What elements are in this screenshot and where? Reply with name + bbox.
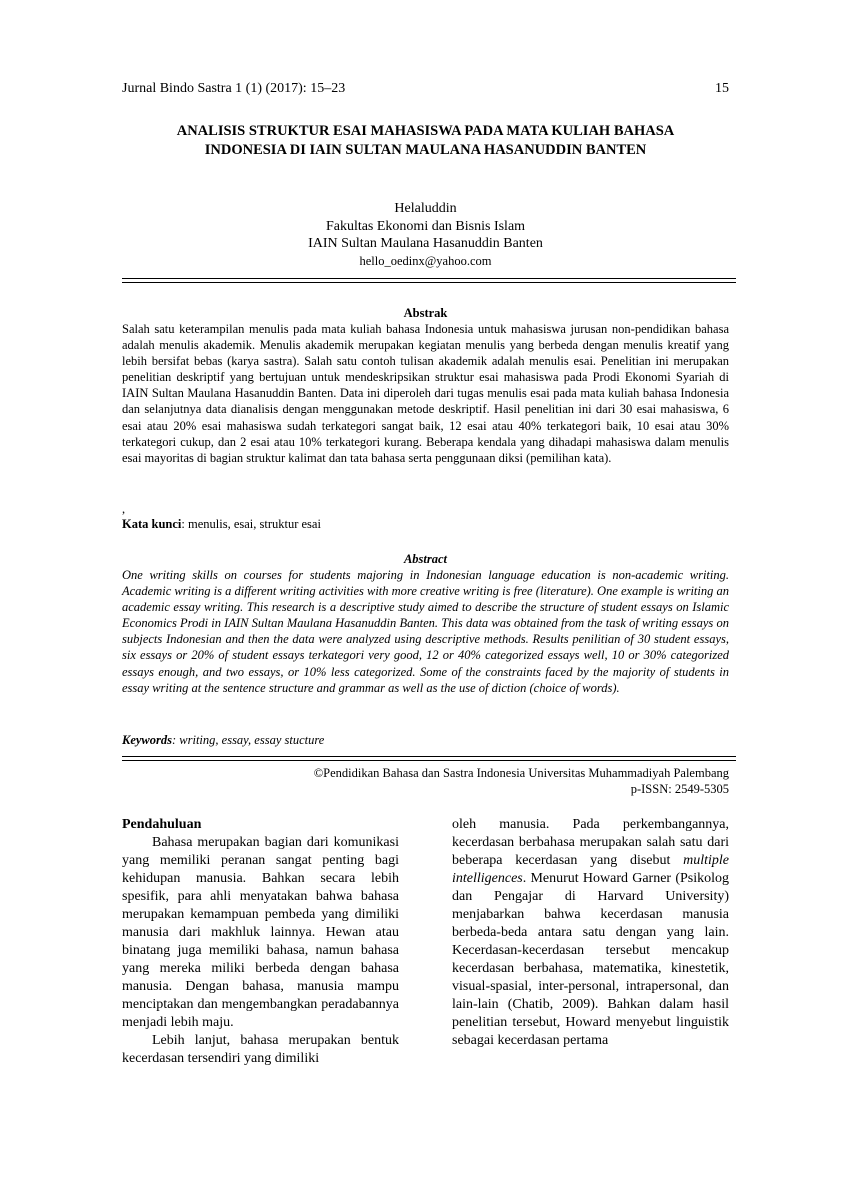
copyright-line: ©Pendidikan Bahasa dan Sastra Indonesia Universitas Muhammadiyah Palembang	[313, 766, 729, 780]
keywords	[122, 732, 324, 748]
issn: p-ISSN: 2549-5305	[630, 782, 729, 796]
page-number: 15	[715, 81, 729, 96]
author-block	[122, 200, 729, 270]
body-column-left	[122, 816, 399, 1068]
italic-term: multiple intelligences	[452, 853, 729, 886]
kata-kunci	[122, 516, 321, 532]
author-name: Helaluddin	[394, 201, 457, 216]
abstrak-heading: Abstrak	[403, 306, 448, 320]
section-heading: Pendahuluan	[122, 817, 202, 832]
title-line-2: INDONESIA DI IAIN SULTAN MAULANA HASANUDDIN BANTEN	[204, 142, 647, 158]
keywords-label: Keywords	[122, 733, 172, 747]
stray-comma: ,	[122, 502, 126, 516]
copyright	[122, 765, 729, 797]
author-institution: IAIN Sultan Maulana Hasanuddin Banten	[308, 236, 543, 251]
paper-title	[122, 122, 729, 160]
bottom-divider	[122, 756, 736, 761]
body-paragraph: Bahasa merupakan bagian dari komunikasi yang memiliki peranan sangat penting bagi kehidupan manusia. Bahkan secara lebih spesifik, para ahli menyatakan bahwa bahasa merupakan kemampuan pembeda yang dimiliki manusia dari makhluk lainnya. Hewan atau binatang juga memiliki bahasa, namun bahasa yang mereka miliki berbeda dengan bahasa manusia. Dengan bahasa, manusia mampu menciptakan dan mengembangkan peradabannya menjadi lebih maju.	[122, 835, 399, 1030]
abstract-heading: Abstract	[403, 552, 448, 566]
body-paragraph: Lebih lanjut, bahasa merupakan bentuk kecerdasan tersendiri yang dimiliki	[122, 1033, 399, 1066]
top-divider	[122, 278, 736, 283]
journal-citation: Jurnal Bindo Sastra 1 (1) (2017): 15–23	[122, 81, 346, 96]
kata-kunci-label: Kata kunci	[122, 517, 182, 531]
abstract-text: One writing skills on courses for students majoring in Indonesian language education is non-academic writing. Academic writing is a different writing activities with more creative writing is free (literature). One example is writing an academic essay writing. This research is a descriptive study aimed to describe the structure of student essays on Islamic Economics Prodi in IAIN Sultan Maulana Hasanuddin Banten. This data was obtained from the task of writing essays on subjects Indonesian and then the data were analyzed using descriptive methods. Results penilitian of 30 student essays, six essays or 20% of student essays terkategori very good, 12 or 40% categorized essays well, 10 or 30% categorized essays enough, and two essays, or 10% less categorized. Some of the constraints faced by the majority of students in essay writing at the sentence structure and grammar as well as the use of diction (choice of words).	[122, 568, 729, 695]
author-faculty: Fakultas Ekonomi dan Bisnis Islam	[325, 218, 526, 234]
text-run: oleh manusia. Pada perkembangannya, kecerdasan berbahasa merupakan salah satu dari beberapa kecerdasan yang disebut	[452, 817, 729, 868]
running-head	[122, 80, 729, 98]
body-paragraph-continued	[452, 816, 729, 1050]
body-column-right	[452, 816, 729, 1050]
abstrak-text: Salah satu keterampilan menulis pada mata kuliah bahasa Indonesia untuk mahasiswa jurusan non-pendidikan bahasa adalah menulis akademik. Menulis akademik merupakan kegiatan menulis yang berbeda dengan menulis kreatif yang lebih bersifat bebas (karya sastra). Salah satu contoh tulisan akademik adalah menulis esai. Penelitian ini merupakan penelitian deskriptif yang bertujuan untuk mendeskripsikan struktur esai mahasiswa pada Prodi Ekonomi Syariah di IAIN Sultan Maulana Hasanuddin Banten. Data ini diperoleh dari tugas menulis esai pada mata kuliah bahasa Indonesia dan selanjutnya data dianalisis dengan menggunakan metode deskriptif. Hasil penelitian ini dari 30 esai mahasiswa, 6 esai atau 20% esai mahasiswa sudah terkategori sangat baik, 12 esai atau 40% terkategori baik, 10 esai atau 30% terkategori cukup, dan 2 esai atau 10% terkategori kurang. Beberapa kendala yang dihadapi mahasiswa dalam menulis esai mayoritas di bagian struktur kalimat dan tata bahasa serta penggunaan diksi (pemilihan kata).	[122, 322, 729, 465]
keywords-values: : writing, essay, essay stucture	[172, 733, 325, 747]
title-line-1: ANALISIS STRUKTUR ESAI MAHASISWA PADA MATA KULIAH BAHASA	[176, 123, 675, 139]
author-email: hello_oedinx@yahoo.com	[359, 253, 492, 268]
kata-kunci-values: : menulis, esai, struktur esai	[181, 517, 321, 531]
text-run: . Menurut Howard Garner (Psikolog dan Pengajar di Harvard University) menjabarkan bahwa kecerdasan manusia berbeda-beda antara satu dengan yang lain. Kecerdasan-kecerdasan tersebut mencakup kecerdasan berbahasa, matematika, kinestetik, visual-spasial, inter-personal, intrapersonal, dan lain-lain (Chatib, 2009). Bahkan dalam hasil penelitian tersebut, Howard menyebut linguistik sebagai kecerdasan pertama	[452, 871, 729, 1048]
